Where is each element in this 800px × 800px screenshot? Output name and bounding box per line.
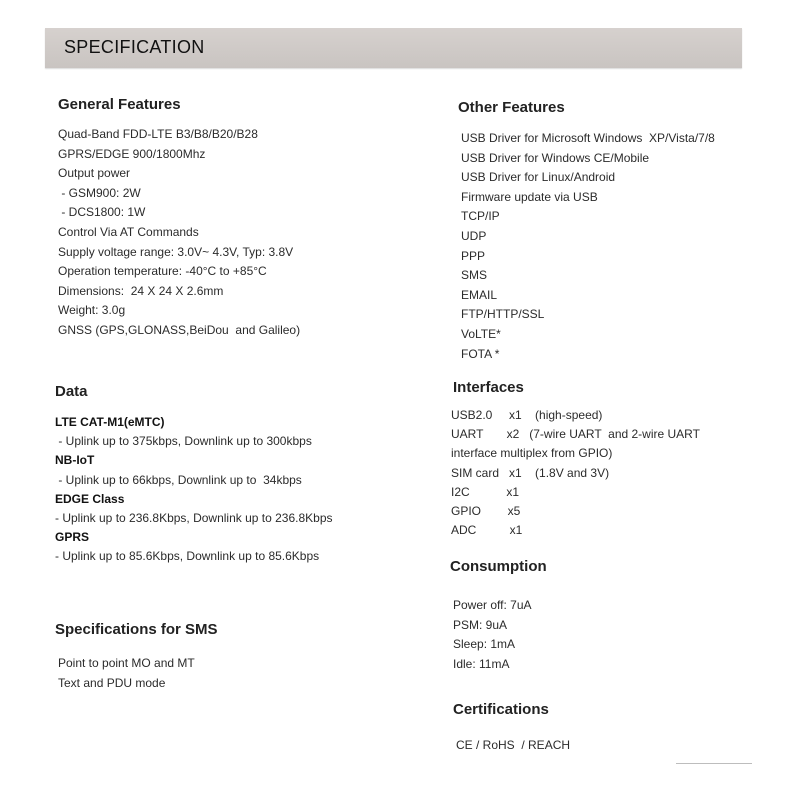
general-feature-item: GPRS/EDGE 900/1800Mhz <box>58 146 206 161</box>
bottom-divider <box>676 763 752 764</box>
consumption-item: Sleep: 1mA <box>453 637 516 652</box>
other-feature-item: SMS <box>461 268 488 283</box>
other-feature-item: TCP/IP <box>461 209 500 224</box>
other-feature-item: FOTA * <box>461 346 500 361</box>
interface-item: I2C x1 <box>451 484 520 499</box>
general-features-heading: General Features <box>58 96 181 113</box>
data-rate-item-subheading: LTE CAT-M1(eMTC) <box>55 415 165 429</box>
general-feature-item: GNSS (GPS,GLONASS,BeiDou and Galileo) <box>58 322 301 337</box>
data-rate-item-subheading: EDGE Class <box>55 491 125 506</box>
general-feature-item: - GSM900: 2W <box>58 185 141 200</box>
data-heading: Data <box>55 383 88 400</box>
other-feature-item: UDP <box>461 228 487 243</box>
general-feature-item: Weight: 3.0g <box>58 303 126 318</box>
interface-item: interface multiplex from GPIO) <box>451 446 613 461</box>
page-title: SPECIFICATION <box>64 37 205 57</box>
consumption-item: Power off: 7uA <box>453 598 532 612</box>
general-feature-item: Dimensions: 24 X 24 X 2.6mm <box>58 283 224 298</box>
other-feature-item: USB Driver for Linux/Android <box>461 170 616 185</box>
consumption-heading: Consumption <box>450 558 547 575</box>
general-feature-item: Control Via AT Commands <box>58 224 199 239</box>
data-rate-item-subheading: NB-IoT <box>55 453 95 468</box>
interface-item: ADC x1 <box>451 523 523 538</box>
certification-item: CE / RoHS / REACH <box>456 738 571 752</box>
general-feature-item: - DCS1800: 1W <box>58 205 146 220</box>
general-feature-item: Output power <box>58 166 131 181</box>
sms-spec-item: Point to point MO and MT <box>58 656 195 670</box>
consumption-list <box>453 596 773 674</box>
other-feature-item: Firmware update via USB <box>461 189 598 204</box>
data-rate-item: - Uplink up to 375kbps, Downlink up to 300kbps <box>55 434 312 449</box>
other-feature-item: PPP <box>461 248 486 263</box>
consumption-item: PSM: 9uA <box>453 617 508 632</box>
data-rate-item-subheading: GPRS <box>55 530 90 545</box>
other-feature-item: USB Driver for Microsoft Windows XP/Vista/7/8 <box>461 131 715 145</box>
other-feature-item: VoLTE* <box>461 326 501 341</box>
other-feature-item: FTP/HTTP/SSL <box>461 307 545 322</box>
data-rates-list <box>55 413 435 567</box>
interface-item: USB2.0 x1 (high-speed) <box>451 408 603 422</box>
sms-heading: Specifications for SMS <box>55 621 218 638</box>
sms-list <box>58 654 438 693</box>
data-rate-item: - Uplink up to 66kbps, Downlink up to 34kbps <box>55 472 302 487</box>
general-features-list <box>58 125 438 341</box>
specification-banner <box>45 28 742 68</box>
interface-item: UART x2 (7-wire UART and 2-wire UART <box>451 427 700 442</box>
other-features-list <box>461 129 781 364</box>
interface-item: SIM card x1 (1.8V and 3V) <box>451 465 610 480</box>
consumption-item: Idle: 11mA <box>453 656 510 671</box>
sms-spec-item: Text and PDU mode <box>58 675 166 690</box>
interfaces-list <box>451 406 771 540</box>
data-rate-item: - Uplink up to 236.8Kbps, Downlink up to 236.8Kbps <box>55 511 333 526</box>
interface-item: GPIO x5 <box>451 504 521 519</box>
other-feature-item: EMAIL <box>461 287 498 302</box>
interfaces-heading: Interfaces <box>453 379 524 396</box>
general-feature-item: Operation temperature: -40°C to +85°C <box>58 264 267 279</box>
general-feature-item: Supply voltage range: 3.0V~ 4.3V, Typ: 3.8V <box>58 244 294 259</box>
certifications-list <box>456 736 776 756</box>
other-feature-item: USB Driver for Windows CE/Mobile <box>461 150 650 165</box>
general-feature-item: Quad-Band FDD-LTE B3/B8/B20/B28 <box>58 127 258 141</box>
other-features-heading: Other Features <box>458 99 565 116</box>
data-rate-item: - Uplink up to 85.6Kbps, Downlink up to 85.6Kbps <box>55 549 320 564</box>
certifications-heading: Certifications <box>453 701 549 718</box>
